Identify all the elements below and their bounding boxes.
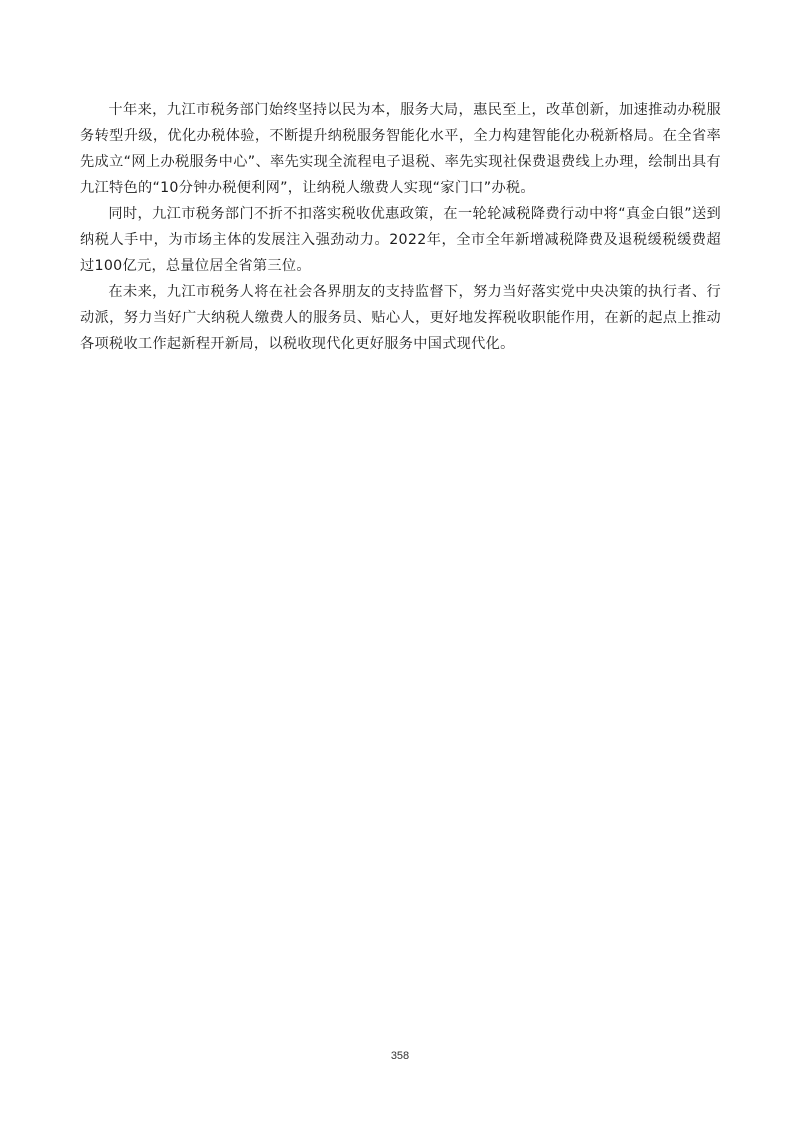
page-number: 358 xyxy=(390,1050,410,1062)
paragraph-tax-relief-policy: 同时，九江市税务部门不折不扣落实税收优惠政策，在一轮轮减税降费行动中将“真金白银”送到纳税人手中，为市场主体的发展注入强劲动力。2022年，全市全年新增减税降费及退税缓税缓费超过100亿元，总量位居全省第三位。 xyxy=(80,206,721,274)
paragraph-future-outlook: 在未来，九江市税务人将在社会各界朋友的支持监督下，努力当好落实党中央决策的执行者、行动派，努力当好广大纳税人缴费人的服务员、贴心人，更好地发挥税收职能作用，在新的起点上推动各项税收工作起新程开新局，以税收现代化更好服务中国式现代化。 xyxy=(80,284,721,352)
body-text xyxy=(80,97,721,357)
paragraph-tax-service-reform: 十年来，九江市税务部门始终坚持以民为本，服务大局，惠民至上，改革创新，加速推动办税服务转型升级，优化办税体验，不断提升纳税服务智能化水平，全力构建智能化办税新格局。在全省率先成立“网上办税服务中心”、率先实现全流程电子退税、率先实现社保费退费线上办理，绘制出具有九江特色的“10分钟办税便利网”，让纳税人缴费人实现“家门口”办税。 xyxy=(80,102,721,196)
